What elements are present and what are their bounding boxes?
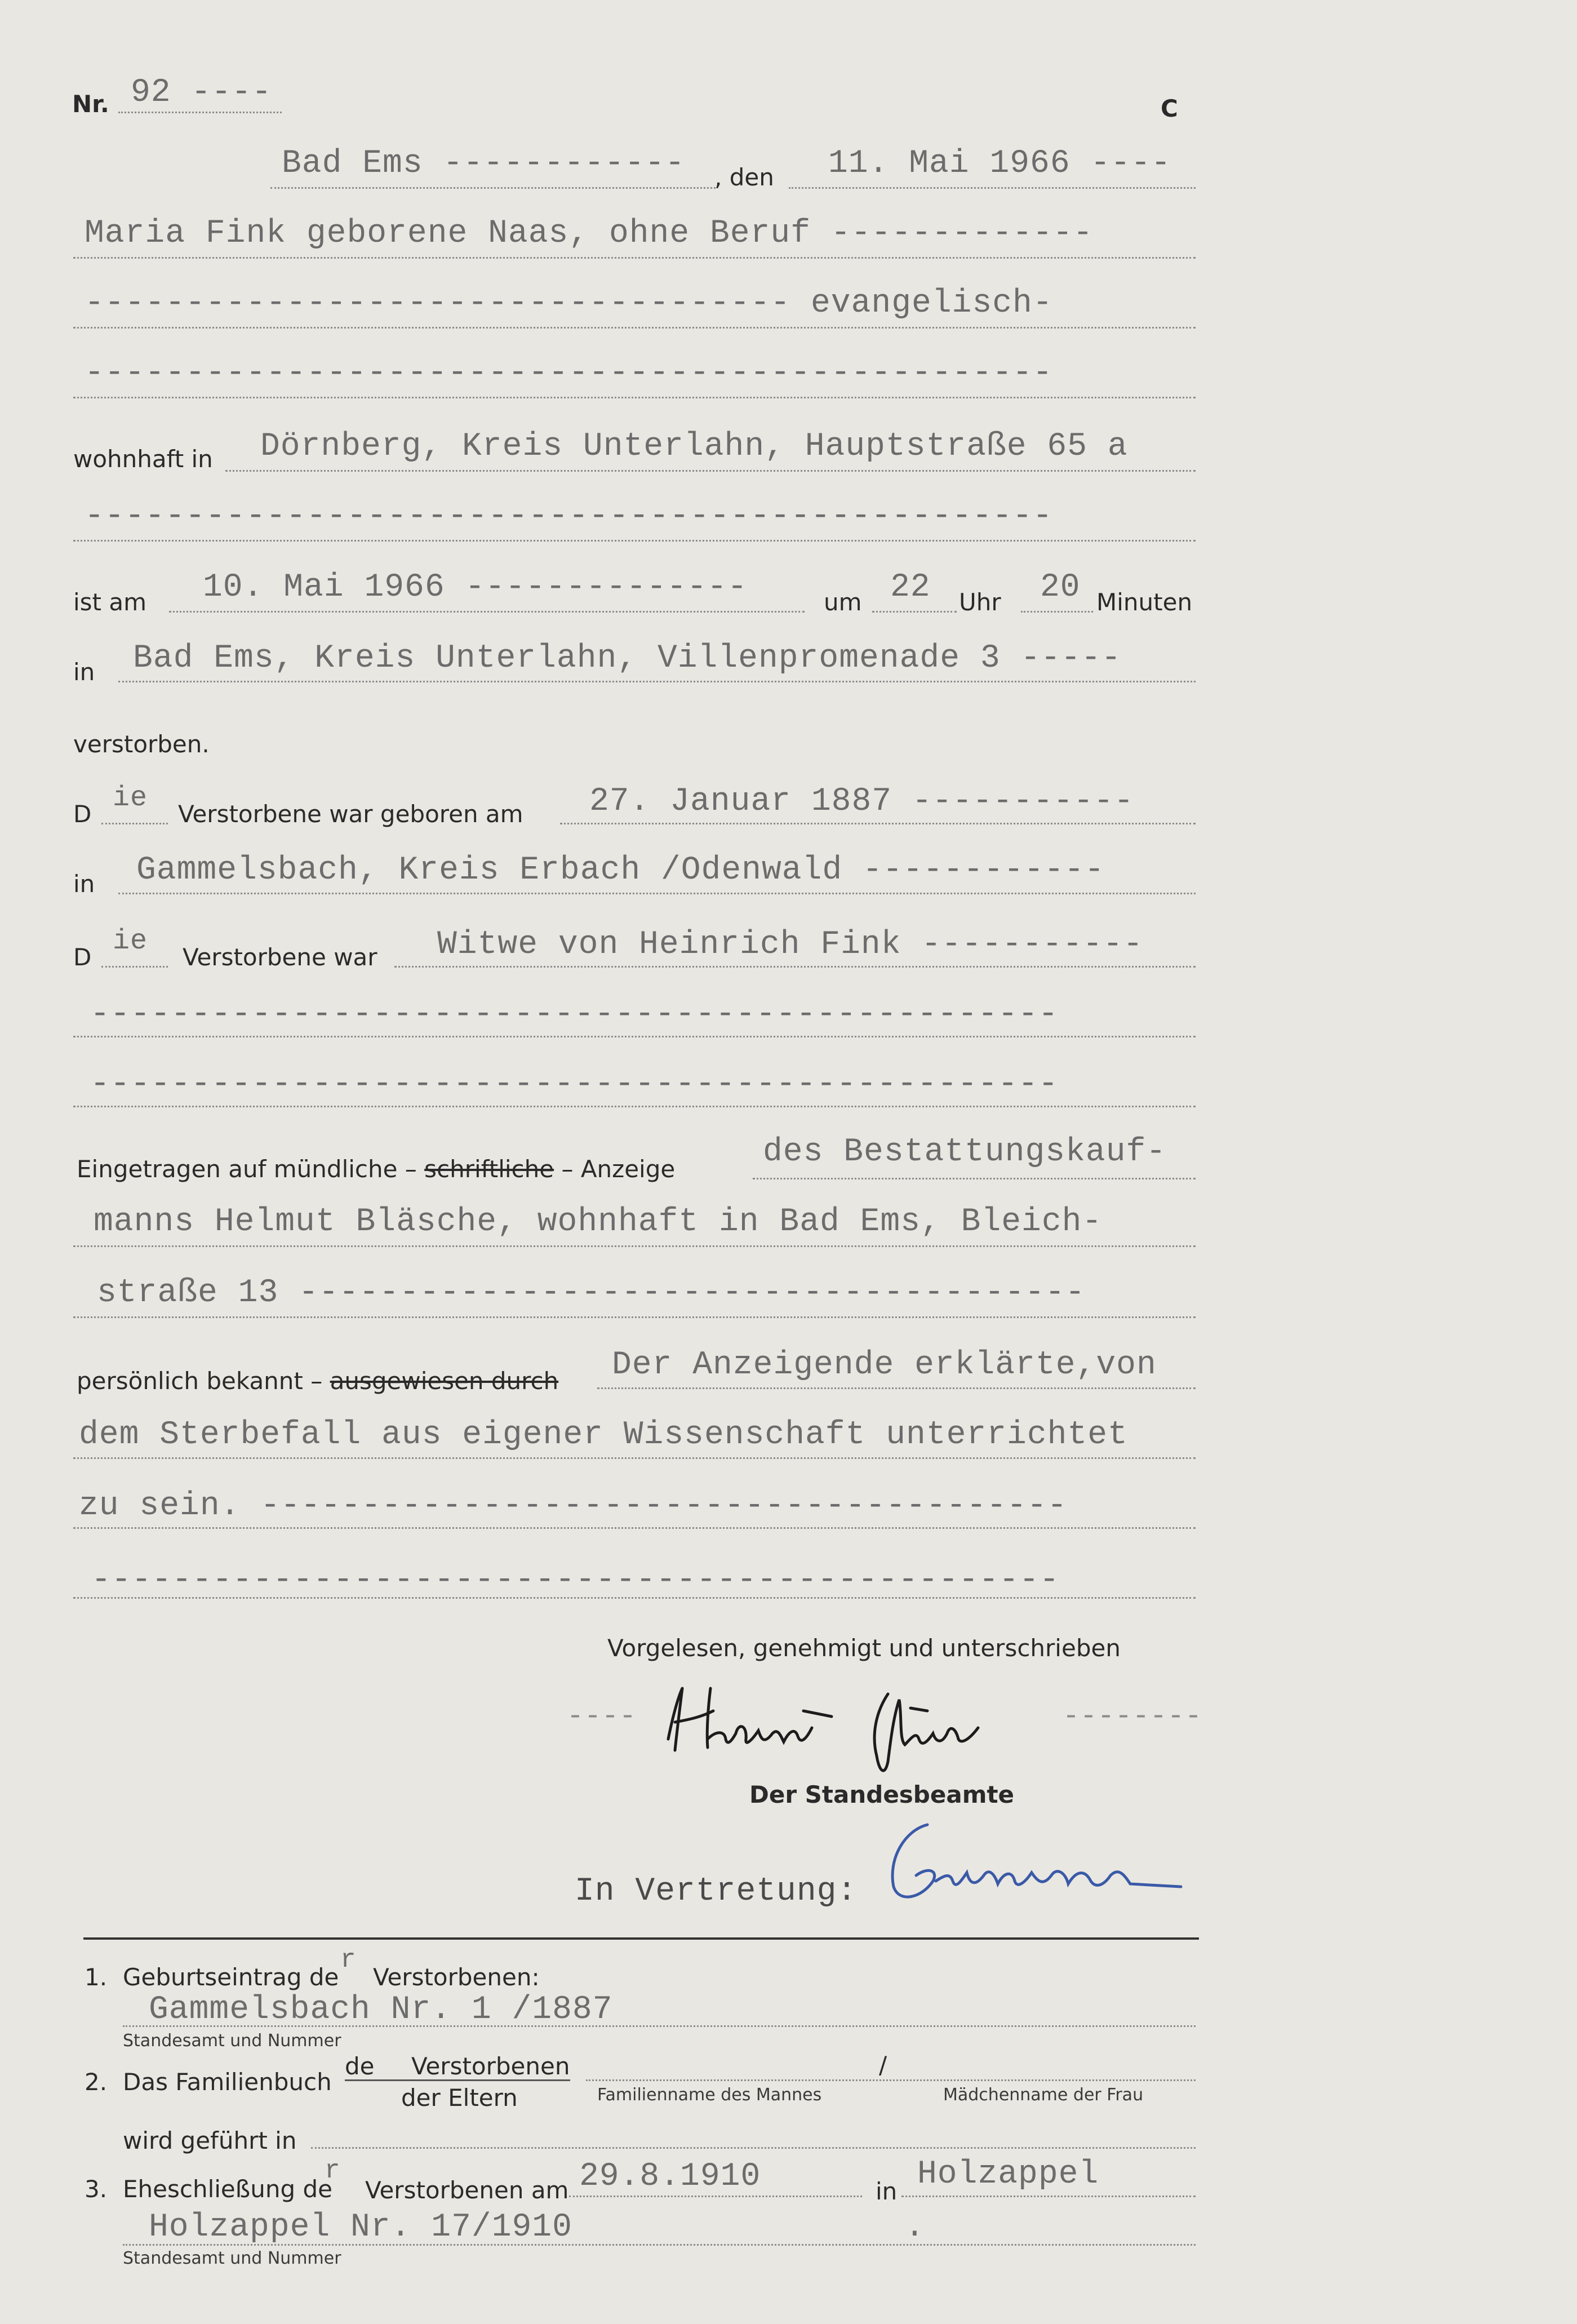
item1-rule [123, 2025, 1196, 2027]
death-place-rule [118, 681, 1196, 682]
person-line1: Maria Fink geborene Naas, ohne Beruf ------------- [85, 215, 1094, 252]
footer-rule [83, 1937, 1199, 1940]
item1-value: Gammelsbach Nr. 1 /1887 [149, 1992, 613, 2028]
registration-value4: Der Anzeigende erklärte,von [612, 1347, 1157, 1383]
status-ie: ie [113, 925, 148, 957]
birth-date-rule [560, 823, 1196, 824]
birth-ie-rule [101, 823, 168, 824]
geboren-label: Verstorbene war geboren am [178, 800, 523, 828]
item3-label: Eheschließung de [123, 2175, 332, 2203]
place-line [270, 187, 716, 189]
official-signature [882, 1813, 1198, 1915]
bekannt-label [77, 1367, 558, 1395]
status-line2: ------------------------------------------------ [90, 996, 1059, 1033]
item3-place: Holzappel [917, 2156, 1099, 2193]
birth-in-label: in [73, 870, 95, 898]
item3-date-rule [569, 2196, 862, 2197]
wohnhaft-label: wohnhaft in [73, 445, 213, 473]
item2-de: de [345, 2052, 375, 2080]
nr-line [118, 112, 282, 113]
death-place-value: Bad Ems, Kreis Unterlahn, Villenpromenade 3 ----- [133, 640, 1122, 677]
item2-verstorbenen: Verstorbenen [411, 2052, 570, 2080]
anzeige-text: – Anzeige [561, 1155, 676, 1183]
minuten-label: Minuten [1096, 588, 1193, 616]
item2-mann-caption: Familienname des Mannes [597, 2085, 822, 2105]
item2-label: Das Familienbuch [123, 2068, 332, 2096]
wohnhaft-line2: ------------------------------------------------ [85, 498, 1053, 535]
status-rule [394, 966, 1196, 968]
registration-rule2 [73, 1245, 1196, 1247]
minutes-rule [1021, 611, 1093, 613]
death-in-label: in [73, 658, 95, 686]
item3-label2: Verstorbenen am [365, 2176, 569, 2204]
item2-slash: / [879, 2051, 887, 2079]
item2-fraction-bar [345, 2079, 570, 2081]
registration-value3: straße 13 --------------------------------------- [97, 1275, 1086, 1311]
place-value: Bad Ems ------------ [282, 145, 686, 182]
birth-place-value: Gammelsbach, Kreis Erbach /Odenwald ------------ [136, 852, 1105, 889]
verstorben-label: verstorben. [73, 730, 210, 758]
registration-value5: dem Sterbefall aus eigener Wissenschaft unterrichtet [79, 1417, 1128, 1453]
standesamt1-caption: Standesamt und Nummer [123, 2031, 341, 2051]
person-line2-rule [73, 327, 1196, 329]
item3-num: 3. [85, 2175, 108, 2203]
sig-dashes-left: ---- [567, 1701, 637, 1733]
item3-date: 29.8.1910 [579, 2158, 761, 2195]
registration-rule6 [73, 1527, 1196, 1529]
status-line2-rule [73, 1036, 1196, 1037]
standesamt3-caption: Standesamt und Nummer [123, 2248, 341, 2268]
den-label: , den [714, 163, 774, 191]
death-date-value: 10. Mai 1966 -------------- [203, 569, 748, 606]
nr-label: Nr. [72, 90, 109, 118]
wohnhaft-line2-rule [73, 540, 1196, 542]
birth-date-value: 27. Januar 1887 ----------- [589, 783, 1134, 820]
status-line3-rule [73, 1106, 1196, 1107]
sig-dashes-right: -------- [1063, 1701, 1203, 1733]
person-line3: ------------------------------------------------ [85, 355, 1053, 392]
item2-frau-caption: Mädchenname der Frau [943, 2085, 1144, 2105]
death-hour: 22 [890, 569, 931, 606]
item1-label: Geburtseintrag de [123, 1963, 339, 1991]
wohnhaft-rule [225, 470, 1196, 472]
form-letter: C [1161, 95, 1178, 122]
registration-rule4 [597, 1387, 1196, 1389]
date-line [789, 187, 1196, 189]
registration-value1: des Bestattungskauf- [763, 1134, 1167, 1170]
eingetragen-text: Eingetragen auf mündliche – [77, 1155, 417, 1183]
item1-label2: Verstorbenen: [373, 1963, 540, 1991]
ausgewiesen-struck: ausgewiesen durch [330, 1367, 559, 1395]
schriftliche-struck: schriftliche [424, 1155, 554, 1183]
item3-in-label: in [876, 2177, 898, 2205]
status-d-label: D [73, 943, 92, 971]
registration-value6: zu sein. ---------------------------------------- [79, 1488, 1068, 1524]
standesbeamte-label: Der Standesbeamte [749, 1781, 1015, 1808]
item1-sup: r [340, 1945, 357, 1975]
birth-ie: ie [113, 782, 148, 814]
hour-rule [872, 611, 957, 613]
death-date-rule [169, 611, 805, 613]
registration-value2: manns Helmut Bläsche, wohnhaft in Bad Ems, Bleich- [94, 1204, 1103, 1240]
item2-rule [586, 2079, 1196, 2081]
birth-d-label: D [73, 800, 92, 828]
registration-rule7 [73, 1597, 1196, 1599]
registration-rule1 [753, 1178, 1196, 1179]
vorgelesen-text: Vorgelesen, genehmigt und unterschrieben [607, 1634, 1121, 1662]
uhr-label: Uhr [959, 588, 1001, 616]
person-line3-rule [73, 397, 1196, 398]
person-line1-rule [73, 257, 1196, 259]
status-ie-rule [101, 966, 168, 968]
death-minutes: 20 [1040, 569, 1081, 606]
wohnhaft-value: Dörnberg, Kreis Unterlahn, Hauptstraße 65 a [260, 428, 1128, 465]
registration-rule3 [73, 1316, 1196, 1318]
item2-num: 2. [85, 2068, 108, 2096]
item3-rule [123, 2244, 1196, 2246]
person-line2: ----------------------------------- evangelisch- [85, 285, 1053, 322]
um-label: um [824, 588, 862, 616]
bekannt-text: persönlich bekannt – [77, 1367, 323, 1395]
ist-am-label: ist am [73, 588, 147, 616]
item3-sup: r [325, 2156, 341, 2185]
wird-gefuehrt-rule [311, 2147, 1196, 2149]
birth-place-rule [118, 893, 1196, 894]
date-value: 11. Mai 1966 ---- [828, 145, 1171, 182]
item3-value: Holzappel Nr. 17/1910 [149, 2209, 572, 2246]
registration-rule5 [73, 1457, 1196, 1459]
signer-signature [663, 1677, 1034, 1784]
item3-place-rule [901, 2196, 1196, 2197]
nr-value: 92 ---- [131, 74, 272, 111]
war-label: Verstorbene war [183, 943, 377, 971]
vertretung-label: In Vertretung: [575, 1873, 858, 1910]
status-line3: ------------------------------------------------ [90, 1066, 1059, 1103]
item2-eltern: der Eltern [401, 2084, 518, 2112]
status-value: Witwe von Heinrich Fink ----------- [437, 926, 1144, 963]
registration-value7: ------------------------------------------------ [91, 1562, 1060, 1599]
wird-gefuehrt-label: wird geführt in [123, 2127, 297, 2154]
item1-num: 1. [85, 1963, 108, 1991]
item3-dot: . [905, 2209, 925, 2246]
eingetragen-label [77, 1155, 675, 1183]
